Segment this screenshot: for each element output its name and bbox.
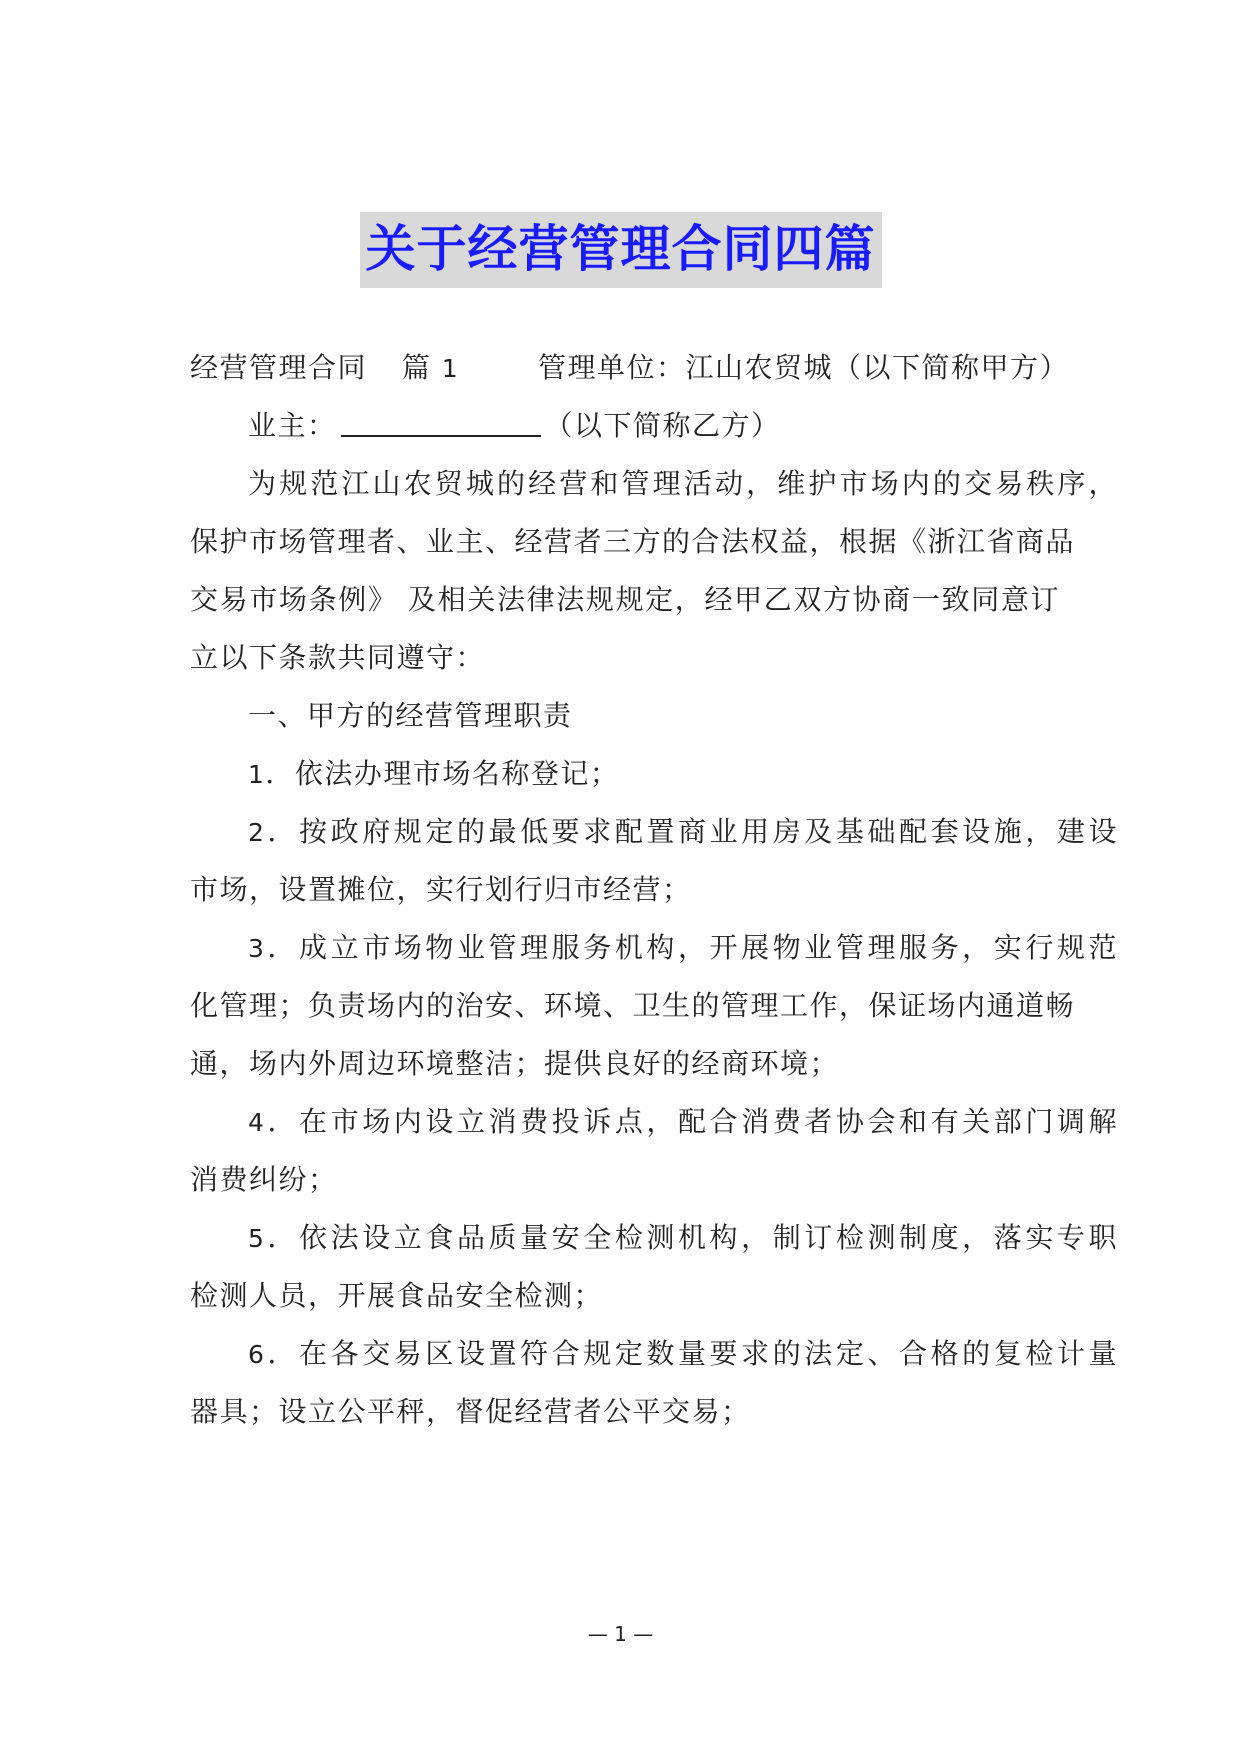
list-item xyxy=(190,928,1118,969)
list-item xyxy=(190,754,1118,795)
item-number: 2 xyxy=(248,818,266,847)
item-text: ．按政府规定的最低要求配置商业用房及基础配套设施，建设 xyxy=(265,815,1118,848)
item-continuation: 市场，设置摊位，实行划行归市经营； xyxy=(190,873,692,906)
document-title: 关于经营管理合同四篇 xyxy=(360,212,882,288)
owner-blank-field xyxy=(341,409,541,437)
list-item xyxy=(190,1102,1118,1143)
item-number: 4 xyxy=(248,1108,266,1137)
intro-line: 为规范江山农贸城的经营和管理活动，维护市场内的交易秩序， xyxy=(248,467,1118,500)
contract-heading-label: 经营管理合同 xyxy=(190,351,368,384)
item-number: 5 xyxy=(248,1224,266,1253)
list-item xyxy=(190,1218,1118,1259)
list-item xyxy=(190,812,1118,853)
item-text: ．依法设立食品质量安全检测机构，制订检测制度，落实专职 xyxy=(265,1221,1118,1254)
item-number: 6 xyxy=(248,1340,266,1369)
item-number: 3 xyxy=(248,934,266,963)
owner-suffix: （以下简称乙方） xyxy=(544,409,781,442)
item-text: ．成立市场物业管理服务机构，开展物业管理服务，实行规范 xyxy=(265,931,1118,964)
item-continuation: 检测人员，开展食品安全检测； xyxy=(190,1279,604,1312)
intro-line: 保护市场管理者、业主、经营者三方的合法权益，根据《浙江省商品 xyxy=(190,525,1076,558)
contract-part-label: 篇 xyxy=(401,351,432,384)
list-item xyxy=(190,1334,1118,1375)
page-number: — 1 — xyxy=(587,1622,654,1646)
owner-label: 业主： xyxy=(248,409,337,442)
contract-heading-line xyxy=(190,348,1069,389)
intro-line: 交易市场条例》 及相关法律法规规定，经甲乙双方协商一致同意订 xyxy=(190,583,1060,616)
section-title: 一、甲方的经营管理职责 xyxy=(248,699,573,732)
intro-line: 立以下条款共同遵守： xyxy=(190,641,486,674)
title-container xyxy=(0,212,1241,288)
item-number: 1 xyxy=(248,760,266,789)
item-continuation: 化管理；负责场内的治安、环境、卫生的管理工作，保证场内通道畅 xyxy=(190,989,1076,1022)
item-text: ．在市场内设立消费投诉点，配合消费者协会和有关部门调解 xyxy=(265,1105,1118,1138)
item-continuation: 通，场内外周边环境整洁；提供良好的经商环境； xyxy=(190,1047,840,1080)
contract-part-number: 1 xyxy=(441,354,460,383)
item-text: ．依法办理市场名称登记； xyxy=(265,757,620,790)
item-continuation: 器具；设立公平秤，督促经营者公平交易； xyxy=(190,1395,751,1428)
owner-line xyxy=(190,406,1118,446)
management-unit-text: 管理单位：江山农贸城（以下简称甲方） xyxy=(537,351,1069,384)
item-continuation: 消费纠纷； xyxy=(190,1163,338,1196)
item-text: ．在各交易区设置符合规定数量要求的法定、合格的复检计量 xyxy=(265,1337,1118,1370)
